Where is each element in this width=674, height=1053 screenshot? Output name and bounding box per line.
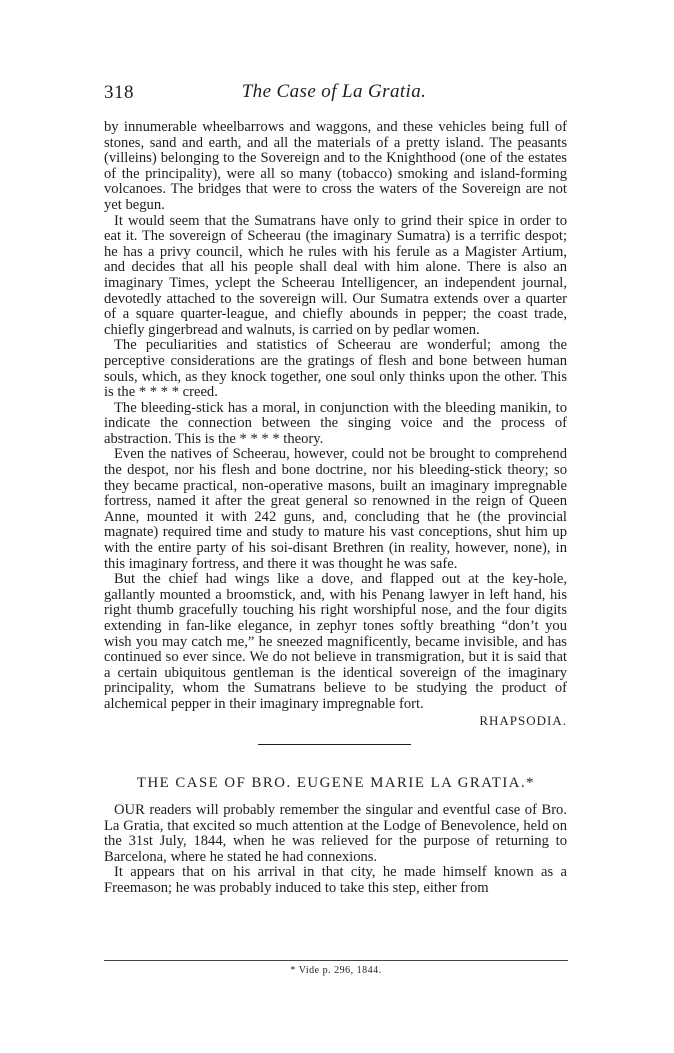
paragraph: It appears that on his arrival in that city, he made himself known as a Freemason; he was probably induced to take this step, either from bbox=[104, 864, 567, 896]
section-divider bbox=[258, 744, 411, 745]
paragraph: The peculiarities and statistics of Scheerau are wonderful; among the perceptive considerations are the gratings of flesh and bone between human souls, which, as they knock together, one soul only thinks upon the other. This is the * * * * creed. bbox=[104, 337, 567, 401]
paragraph: The bleeding-stick has a moral, in conjunction with the bleeding manikin, to indicate the connection between the singing voice and the process of abstraction. This is the * * * * theory. bbox=[104, 399, 567, 447]
page-header bbox=[104, 78, 564, 108]
paragraph: Even the natives of Scheerau, however, could not be brought to comprehend the despot, nor his flesh and bone doctrine, nor his bleeding-stick theory; so they became practical, non-operative masons, built an imaginary impregnable fortress, named it after the great general so renowned in the reign of Queen Anne, mounted it with 242 guns, and, concluding that he (the provincial magnate) required time and study to mature his vast conceptions, shut him up with the entire party of his soi-disant Brethren (in reality, however, none), in this imaginary fortress, and there it was thought he was safe. bbox=[104, 446, 567, 572]
author-signature: RHAPSODIA. bbox=[479, 713, 567, 728]
footnote-divider bbox=[104, 960, 568, 961]
paragraph: It would seem that the Sumatrans have only to grind their spice in order to eat it. The sovereign of Scheerau (the imaginary Sumatra) is a terrific despot; he has a privy council, which he rules with his ferule as a Magister Artium, and decides that all his people shall deal with him alone. There is also an imaginary Times, yclept the Scheerau Intelligencer, an independent journal, devotedly attached to the sovereign will. Our Sumatra extends over a quarter of a square quarter-league, and chiefly abounds in pepper; the coast trade, chiefly gingerbread and walnuts, is carried on by pedlar women. bbox=[104, 212, 567, 338]
footnote: * Vide p. 296, 1844. bbox=[290, 965, 382, 976]
page-number: 318 bbox=[104, 82, 134, 103]
running-title: The Case of La Gratia. bbox=[241, 81, 427, 102]
article-text bbox=[104, 803, 567, 897]
article-heading: THE CASE OF BRO. EUGENE MARIE LA GRATIA.* bbox=[136, 775, 536, 791]
paragraph: OUR readers will probably remember the singular and eventful case of Bro. La Gratia, that excited so much attention at the Lodge of Benevolence, held on the 31st July, 1844, when he was relieved for the purpose of returning to Barcelona, where he stated he had connexions. bbox=[104, 802, 567, 865]
paragraph: But the chief had wings like a dove, and flapped out at the key-hole, gallantly mounted a broomstick, and, with his Penang lawyer in left hand, his right thumb gracefully touching his right worshipful nose, and the four digits extending in fan-like elegance, in zephyr tones softly breathing “don’t you wish you may catch me,” he sneezed magnificently, became invisible, and has continued so ever since. We do not believe in transmigration, but it is said that a certain ubiquitous gentleman is the identical sovereign of the imaginary principality, whom the Sumatrans believe to be studying the product of alchemical pepper in their imaginary impregnable fort. bbox=[104, 571, 567, 712]
paragraph: by innumerable wheelbarrows and waggons, and these vehicles being full of stones, sand and earth, and all the materials of a pretty island. The peasants (villeins) belonging to the Sovereign and to the Knighthood (one of the estates of the principality), were all so many (tobacco) smoking and island-forming volcanoes. The bridges that were to cross the waters of the Sovereign are not yet begun. bbox=[104, 119, 567, 213]
body-text bbox=[104, 120, 567, 713]
